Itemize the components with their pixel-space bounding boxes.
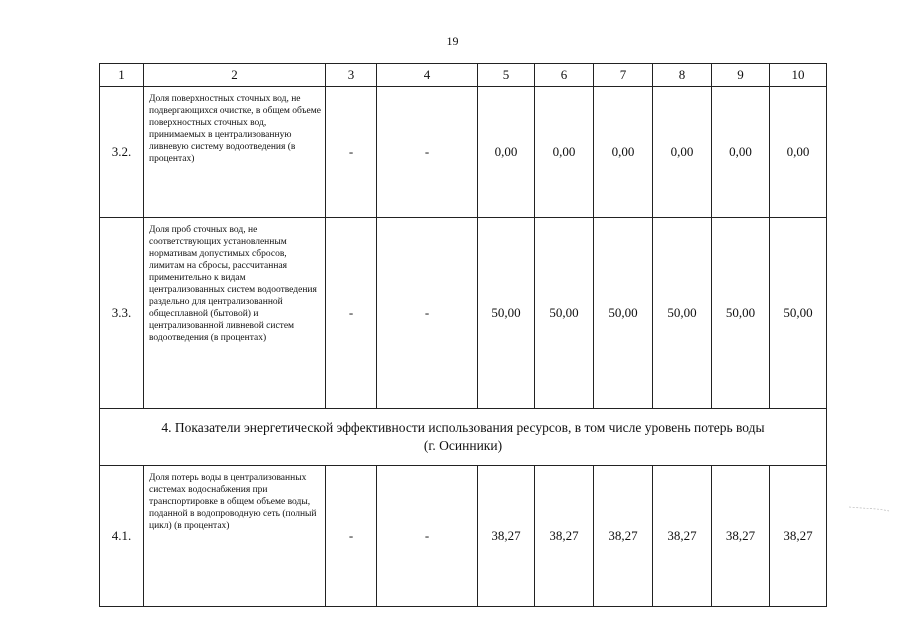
table-row	[100, 87, 827, 218]
header-cell: 9	[712, 64, 770, 87]
value-cell: 50,00	[535, 218, 594, 409]
row-description: Доля поверхностных сточных вод, не подвергающихся очистке, в общем объеме поверхностных сточных вод, принимаемых в централизованную ливневую систему водоотведения (в процентах)	[144, 87, 326, 218]
indicators-table	[99, 63, 827, 607]
value-cell: 0,00	[478, 87, 535, 218]
section-heading-line2: (г. Осинники)	[423, 438, 503, 453]
header-cell: 8	[653, 64, 712, 87]
value-cell: 50,00	[478, 218, 535, 409]
value-cell: 50,00	[594, 218, 653, 409]
header-cell: 7	[594, 64, 653, 87]
header-cell: 10	[770, 64, 827, 87]
page-number: 19	[446, 34, 459, 48]
value-cell: 38,27	[770, 466, 827, 607]
value-cell: 38,27	[653, 466, 712, 607]
value-cell: 0,00	[535, 87, 594, 218]
cell-col3: -	[326, 218, 377, 409]
cell-col3: -	[326, 87, 377, 218]
scan-artifact-mark	[848, 506, 890, 512]
header-cell: 6	[535, 64, 594, 87]
cell-col4: -	[377, 466, 478, 607]
value-cell: 0,00	[712, 87, 770, 218]
header-cell: 5	[478, 64, 535, 87]
header-cell: 1	[100, 64, 144, 87]
row-description: Доля потерь воды в централизованных системах водоснабжения при транспортировке в общем объеме воды, поданной в водопроводную сеть (полный цикл) (в процентах)	[144, 466, 326, 607]
value-cell: 50,00	[712, 218, 770, 409]
row-number: 3.3.	[100, 218, 144, 409]
table-row	[100, 466, 827, 607]
value-cell: 50,00	[653, 218, 712, 409]
section-heading-line1: 4. Показатели энергетической эффективности использования ресурсов, в том числе уровень потерь воды	[161, 420, 765, 435]
cell-col4: -	[377, 87, 478, 218]
row-number: 3.2.	[100, 87, 144, 218]
value-cell: 38,27	[712, 466, 770, 607]
section-heading-row	[100, 409, 827, 466]
row-description: Доля проб сточных вод, не соответствующих установленным нормативам допустимых сбросов, лимитам на сбросы, рассчитанная применительно к видам централизованных систем водоотведения раздельно для централизованной общесплавной (бытовой) и централизованной ливневой систем водоотведения (в процентах)	[144, 218, 326, 409]
table-row	[100, 218, 827, 409]
row-number: 4.1.	[100, 466, 144, 607]
value-cell: 0,00	[653, 87, 712, 218]
header-row	[100, 64, 827, 87]
header-cell: 3	[326, 64, 377, 87]
value-cell: 0,00	[594, 87, 653, 218]
cell-col3: -	[326, 466, 377, 607]
value-cell: 0,00	[770, 87, 827, 218]
value-cell: 50,00	[770, 218, 827, 409]
value-cell: 38,27	[478, 466, 535, 607]
section-heading	[100, 409, 827, 466]
value-cell: 38,27	[535, 466, 594, 607]
header-cell: 4	[377, 64, 478, 87]
value-cell: 38,27	[594, 466, 653, 607]
header-cell: 2	[144, 64, 326, 87]
cell-col4: -	[377, 218, 478, 409]
